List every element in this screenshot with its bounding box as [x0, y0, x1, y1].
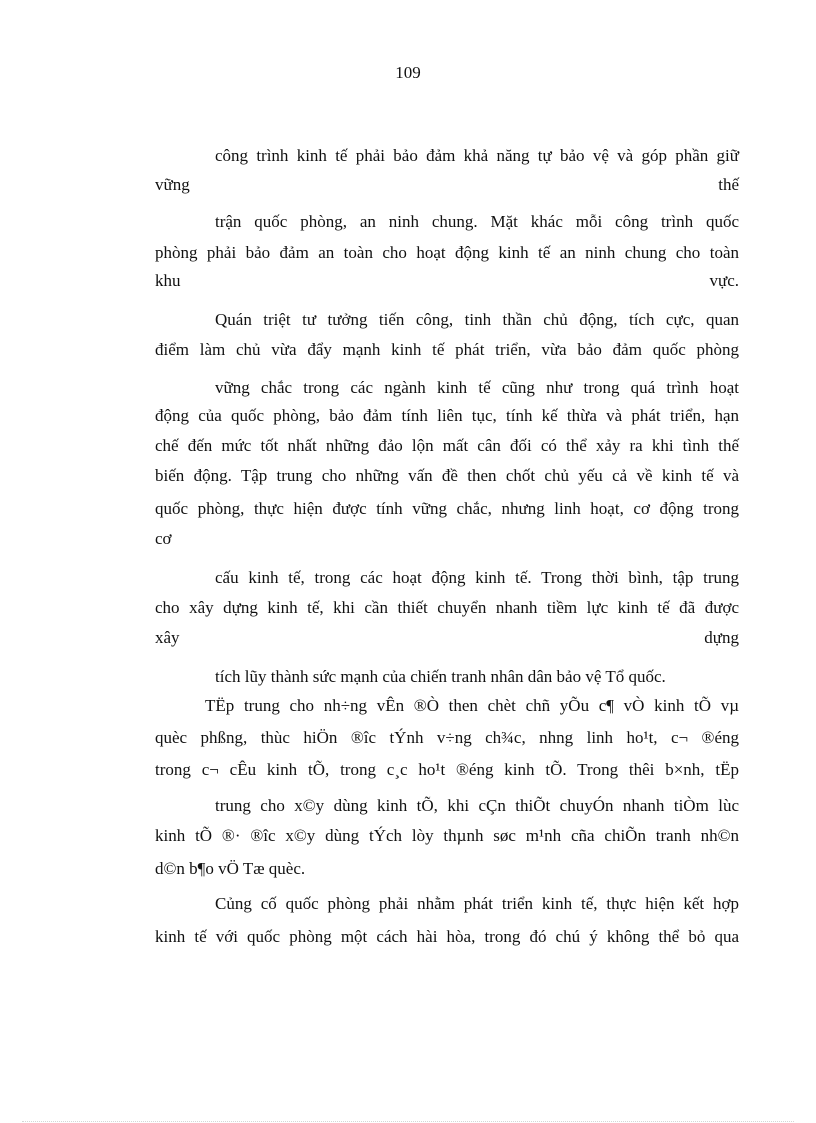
- text-line: cấu kinh tế, trong các hoạt động kinh tế. Trong thời bình, tập trung: [215, 568, 739, 587]
- text-line: biến động. Tập trung cho những vấn đề then chốt chủ yếu cả về kinh tế và: [155, 466, 739, 485]
- text-line: động của quốc phòng, bảo đảm tính liên tục, tính kế thừa và phát triển, hạn: [155, 406, 739, 425]
- text-line: quốc phòng, thực hiện được tính vững chắc, nhưng linh hoạt, cơ động trong: [155, 499, 739, 518]
- page-number: 109: [395, 63, 421, 82]
- text-line: công trình kinh tế phải bảo đảm khả năng tự bảo vệ và góp phần giữ: [215, 146, 739, 165]
- text-line: d©n b¶o vÖ Tæ quèc.: [155, 859, 306, 878]
- text-line: điểm làm chủ vừa đẩy mạnh kinh tế phát triển, vừa bảo đảm quốc phòng: [155, 340, 739, 359]
- text-line: tích lũy thành sức mạnh của chiến tranh nhân dân bảo vệ Tổ quốc.: [215, 667, 666, 686]
- text-line: TËp trung cho nh÷ng vÊn ®Ò then chèt chñ yÕu c¶ vÒ kinh tÕ vµ: [205, 696, 739, 715]
- text-line: kinh tÕ ®· ®îc x©y dùng tÝch lòy thµnh søc m¹nh cña chiÕn tranh nh©n: [155, 826, 739, 845]
- text-line: trận quốc phòng, an ninh chung. Mặt khác mỗi công trình quốc: [215, 212, 739, 231]
- text-line: cơ: [155, 529, 172, 548]
- page-bottom-rule: [22, 1121, 794, 1122]
- text-line: chế đến mức tốt nhất những đảo lộn mất cân đối có thể xảy ra khi tình thế: [155, 436, 739, 455]
- text-line: kinh tế với quốc phòng một cách hài hòa, trong đó chú ý không thể bỏ qua: [155, 927, 739, 946]
- text-line: khu vực.: [155, 271, 739, 290]
- text-line: xây dựng: [155, 628, 739, 647]
- text-line: Củng cố quốc phòng phải nhằm phát triển kinh tế, thực hiện kết hợp: [215, 894, 739, 913]
- text-line: quèc phßng, thùc hiÖn ®îc tÝnh v÷ng ch¾c, nhng linh ho¹t, c¬ ®éng: [155, 728, 739, 747]
- text-line: cho xây dựng kinh tế, khi cần thiết chuyển nhanh tiềm lực kinh tế đã được: [155, 598, 739, 617]
- text-line: phòng phải bảo đảm an toàn cho hoạt động kinh tế an ninh chung cho toàn: [155, 243, 739, 262]
- text-line: Quán triệt tư tưởng tiến công, tinh thần chủ động, tích cực, quan: [215, 310, 739, 329]
- text-line: vững chắc trong các ngành kinh tế cũng như trong quá trình hoạt: [215, 378, 739, 397]
- text-line: trong c¬ cÊu kinh tÕ, trong c¸c ho¹t ®éng kinh tÕ. Trong thêi b×nh, tËp: [155, 760, 739, 779]
- text-line: vững thế: [155, 175, 739, 194]
- text-line: trung cho x©y dùng kinh tÕ, khi cÇn thiÕt chuyÓn nhanh tiÒm lùc: [215, 796, 739, 815]
